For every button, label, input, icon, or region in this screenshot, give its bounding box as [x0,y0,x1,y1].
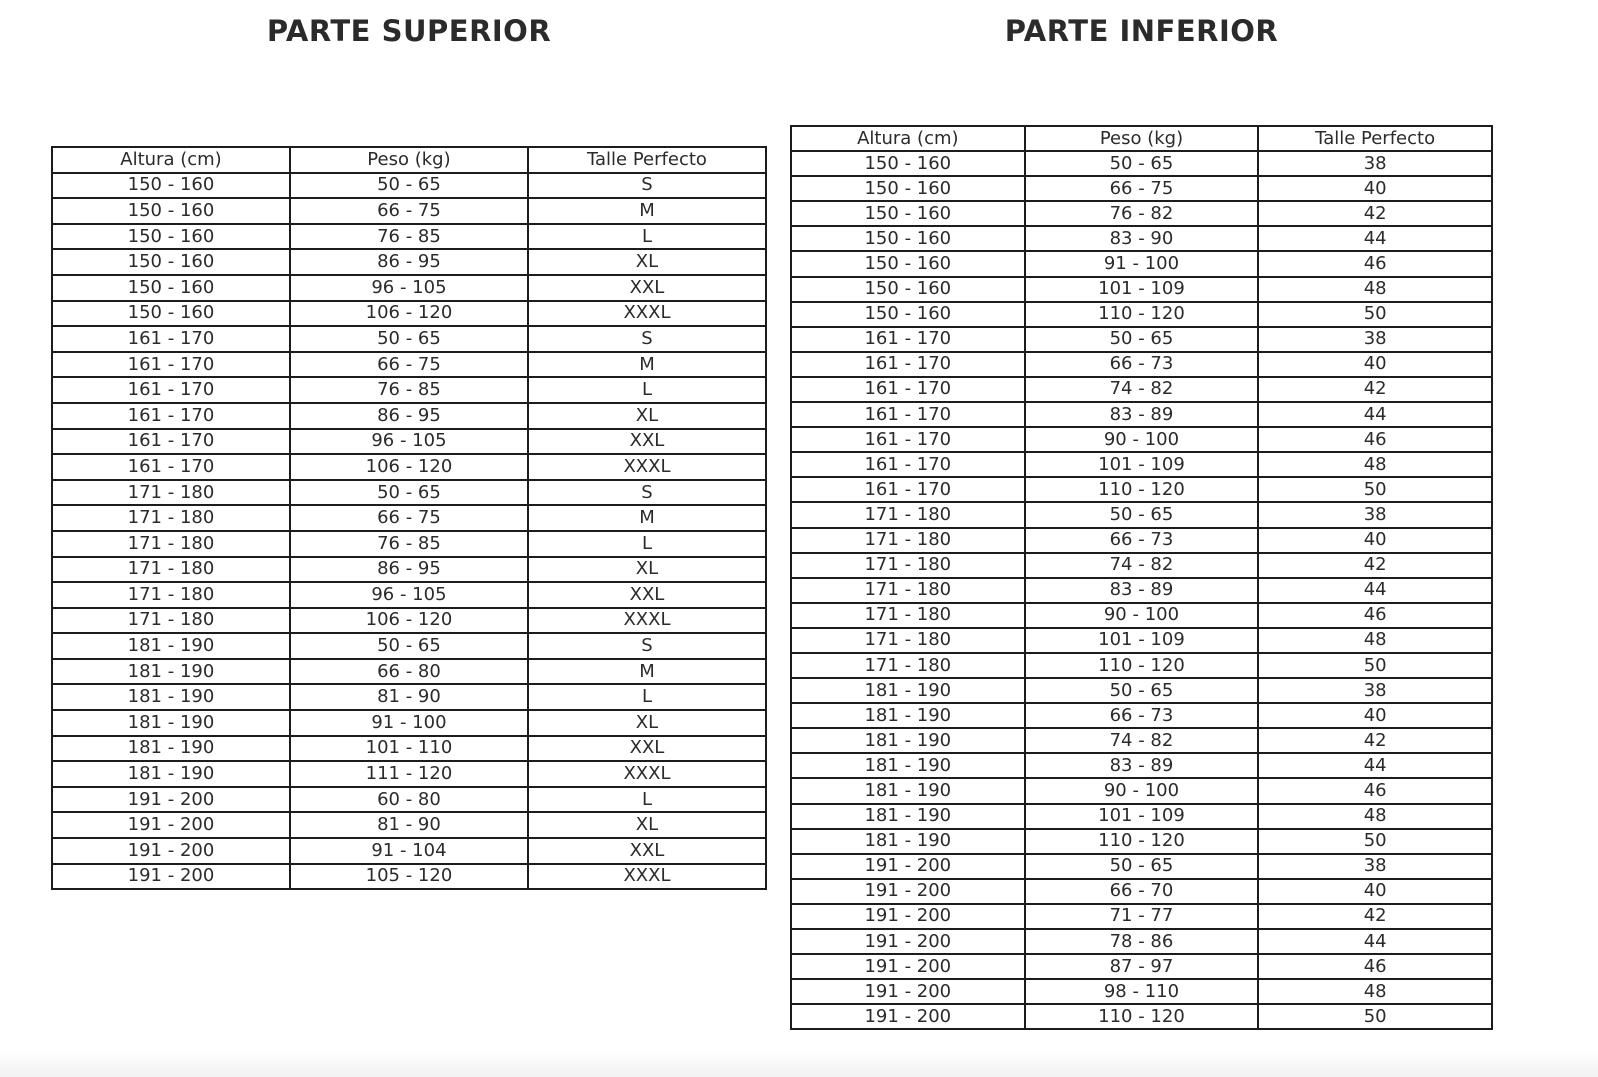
table-row [791,904,1492,929]
weight-cell: 101 - 109 [1025,452,1259,477]
weight-cell: 76 - 82 [1025,201,1259,226]
height-cell: 181 - 190 [791,804,1025,829]
weight-cell: 86 - 95 [290,249,528,275]
table-row [791,703,1492,728]
table-row [52,838,766,864]
size-cell: 48 [1258,804,1492,829]
height-cell: 161 - 170 [52,429,290,455]
height-cell: 191 - 200 [791,979,1025,1004]
lower-header-row [791,126,1492,151]
height-cell: 181 - 190 [52,659,290,685]
table-row [791,879,1492,904]
table-row [52,377,766,403]
weight-cell: 50 - 65 [290,633,528,659]
weight-cell: 111 - 120 [290,761,528,787]
table-row [52,787,766,813]
size-cell: 42 [1258,904,1492,929]
height-cell: 171 - 180 [52,480,290,506]
table-row [791,277,1492,302]
size-cell: XXXL [528,761,766,787]
weight-cell: 106 - 120 [290,454,528,480]
weight-cell: 66 - 73 [1025,352,1259,377]
weight-column-header: Peso (kg) [290,147,528,173]
table-row [791,502,1492,527]
upper-body-title: PARTE SUPERIOR [266,14,552,48]
table-row [791,377,1492,402]
height-cell: 161 - 170 [791,352,1025,377]
table-row [791,578,1492,603]
size-cell: XXL [528,582,766,608]
weight-cell: 66 - 75 [290,352,528,378]
size-cell: 46 [1258,954,1492,979]
height-cell: 181 - 190 [791,728,1025,753]
weight-cell: 101 - 110 [290,736,528,762]
weight-cell: 110 - 120 [1025,477,1259,502]
height-cell: 150 - 160 [791,251,1025,276]
size-cell: 48 [1258,979,1492,1004]
weight-cell: 66 - 75 [1025,176,1259,201]
size-cell: S [528,173,766,199]
size-cell: XXL [528,429,766,455]
weight-cell: 66 - 75 [290,505,528,531]
weight-cell: 91 - 100 [290,710,528,736]
weight-cell: 76 - 85 [290,377,528,403]
size-cell: S [528,480,766,506]
table-row [52,249,766,275]
table-row [52,659,766,685]
size-cell: 38 [1258,854,1492,879]
size-cell: 44 [1258,402,1492,427]
height-cell: 171 - 180 [791,502,1025,527]
size-cell: 40 [1258,703,1492,728]
table-row [52,812,766,838]
table-row [52,326,766,352]
size-cell: 38 [1258,502,1492,527]
weight-cell: 91 - 104 [290,838,528,864]
height-cell: 150 - 160 [791,226,1025,251]
table-row [791,477,1492,502]
weight-cell: 90 - 100 [1025,603,1259,628]
weight-cell: 78 - 86 [1025,929,1259,954]
height-cell: 150 - 160 [791,302,1025,327]
height-cell: 150 - 160 [52,249,290,275]
table-row [791,653,1492,678]
size-cell: 50 [1258,477,1492,502]
table-row [791,1004,1492,1029]
height-cell: 181 - 190 [791,829,1025,854]
weight-cell: 83 - 89 [1025,753,1259,778]
size-cell: L [528,684,766,710]
size-cell: L [528,787,766,813]
table-row [52,480,766,506]
size-cell: M [528,659,766,685]
height-cell: 150 - 160 [791,201,1025,226]
lower-table-body [791,151,1492,1029]
weight-cell: 101 - 109 [1025,277,1259,302]
table-row [791,954,1492,979]
size-cell: L [528,531,766,557]
weight-cell: 86 - 95 [290,403,528,429]
height-cell: 161 - 170 [791,377,1025,402]
height-cell: 191 - 200 [791,929,1025,954]
height-cell: 161 - 170 [791,452,1025,477]
size-cell: XL [528,710,766,736]
table-row [52,684,766,710]
height-cell: 181 - 190 [791,703,1025,728]
size-cell: 46 [1258,427,1492,452]
size-cell: 40 [1258,879,1492,904]
weight-cell: 105 - 120 [290,864,528,890]
weight-cell: 50 - 65 [1025,854,1259,879]
upper-table-body [52,173,766,890]
size-cell: 40 [1258,352,1492,377]
weight-cell: 76 - 85 [290,531,528,557]
height-cell: 161 - 170 [52,454,290,480]
weight-cell: 50 - 65 [1025,151,1259,176]
height-cell: 191 - 200 [791,1004,1025,1029]
weight-cell: 86 - 95 [290,557,528,583]
weight-cell: 96 - 105 [290,275,528,301]
height-cell: 171 - 180 [791,553,1025,578]
table-row [791,929,1492,954]
weight-cell: 90 - 100 [1025,778,1259,803]
height-cell: 181 - 190 [52,710,290,736]
weight-cell: 106 - 120 [290,608,528,634]
weight-cell: 96 - 105 [290,582,528,608]
weight-cell: 87 - 97 [1025,954,1259,979]
height-cell: 171 - 180 [791,578,1025,603]
weight-cell: 66 - 70 [1025,879,1259,904]
height-cell: 161 - 170 [52,326,290,352]
table-row [52,761,766,787]
weight-cell: 101 - 109 [1025,804,1259,829]
height-cell: 191 - 200 [791,854,1025,879]
size-cell: XXL [528,275,766,301]
table-row [791,402,1492,427]
size-cell: 44 [1258,929,1492,954]
table-row [52,275,766,301]
weight-cell: 91 - 100 [1025,251,1259,276]
weight-cell: 50 - 65 [290,480,528,506]
size-cell: 38 [1258,327,1492,352]
weight-cell: 50 - 65 [290,173,528,199]
table-row [791,226,1492,251]
table-row [52,429,766,455]
height-cell: 181 - 190 [52,633,290,659]
weight-cell: 50 - 65 [1025,327,1259,352]
size-cell: XXL [528,838,766,864]
weight-cell: 76 - 85 [290,224,528,250]
size-cell: 50 [1258,653,1492,678]
height-cell: 150 - 160 [791,176,1025,201]
table-row [52,736,766,762]
size-cell: S [528,633,766,659]
table-row [791,327,1492,352]
table-row [52,557,766,583]
height-cell: 191 - 200 [791,879,1025,904]
weight-cell: 66 - 80 [290,659,528,685]
height-cell: 150 - 160 [791,151,1025,176]
size-cell: 38 [1258,678,1492,703]
table-row [791,628,1492,653]
weight-cell: 90 - 100 [1025,427,1259,452]
size-cell: 40 [1258,528,1492,553]
table-row [791,452,1492,477]
table-row [791,251,1492,276]
weight-column-header: Peso (kg) [1025,126,1259,151]
table-row [52,633,766,659]
height-cell: 161 - 170 [52,352,290,378]
size-column-header: Talle Perfecto [1258,126,1492,151]
weight-cell: 96 - 105 [290,429,528,455]
table-row [52,224,766,250]
table-row [791,728,1492,753]
size-cell: XXXL [528,608,766,634]
table-row [791,804,1492,829]
table-row [52,505,766,531]
weight-cell: 110 - 120 [1025,1004,1259,1029]
weight-cell: 74 - 82 [1025,728,1259,753]
size-cell: 42 [1258,377,1492,402]
weight-cell: 101 - 109 [1025,628,1259,653]
table-row [52,608,766,634]
weight-cell: 83 - 90 [1025,226,1259,251]
weight-cell: 83 - 89 [1025,578,1259,603]
table-row [791,352,1492,377]
weight-cell: 74 - 82 [1025,377,1259,402]
table-row [791,302,1492,327]
height-cell: 181 - 190 [52,736,290,762]
table-row [52,352,766,378]
size-cell: L [528,224,766,250]
upper-size-table [51,146,767,890]
size-cell: 50 [1258,302,1492,327]
height-cell: 150 - 160 [52,173,290,199]
height-cell: 161 - 170 [791,477,1025,502]
size-cell: 46 [1258,603,1492,628]
size-column-header: Talle Perfecto [528,147,766,173]
weight-cell: 66 - 73 [1025,703,1259,728]
weight-cell: 81 - 90 [290,812,528,838]
size-cell: XL [528,812,766,838]
lower-size-table [790,125,1493,1030]
table-row [791,753,1492,778]
size-cell: M [528,352,766,378]
size-cell: 44 [1258,226,1492,251]
weight-cell: 50 - 65 [290,326,528,352]
weight-cell: 60 - 80 [290,787,528,813]
height-cell: 150 - 160 [52,301,290,327]
height-cell: 171 - 180 [52,582,290,608]
size-cell: 44 [1258,753,1492,778]
size-cell: 44 [1258,578,1492,603]
height-cell: 171 - 180 [791,603,1025,628]
size-cell: XXL [528,736,766,762]
weight-cell: 110 - 120 [1025,653,1259,678]
height-column-header: Altura (cm) [52,147,290,173]
weight-cell: 66 - 75 [290,198,528,224]
size-cell: 48 [1258,452,1492,477]
lower-body-title: PARTE INFERIOR [1004,14,1279,48]
size-cell: XXXL [528,864,766,890]
table-row [52,301,766,327]
height-cell: 150 - 160 [52,275,290,301]
height-cell: 191 - 200 [791,904,1025,929]
table-row [791,151,1492,176]
table-row [791,528,1492,553]
size-cell: S [528,326,766,352]
height-cell: 150 - 160 [52,198,290,224]
size-cell: M [528,198,766,224]
height-cell: 181 - 190 [52,684,290,710]
size-cell: 42 [1258,728,1492,753]
table-row [52,173,766,199]
height-cell: 161 - 170 [52,377,290,403]
height-cell: 181 - 190 [791,778,1025,803]
table-row [52,454,766,480]
height-cell: 191 - 200 [52,838,290,864]
table-row [791,829,1492,854]
size-cell: 46 [1258,778,1492,803]
weight-cell: 106 - 120 [290,301,528,327]
size-cell: L [528,377,766,403]
table-row [791,979,1492,1004]
size-cell: 40 [1258,176,1492,201]
weight-cell: 110 - 120 [1025,302,1259,327]
height-cell: 181 - 190 [791,678,1025,703]
table-row [791,854,1492,879]
weight-cell: 81 - 90 [290,684,528,710]
size-cell: 50 [1258,1004,1492,1029]
height-cell: 181 - 190 [791,753,1025,778]
height-cell: 171 - 180 [52,531,290,557]
height-cell: 171 - 180 [52,557,290,583]
table-row [791,176,1492,201]
size-cell: 46 [1258,251,1492,276]
table-row [791,678,1492,703]
size-cell: XXXL [528,301,766,327]
height-cell: 191 - 200 [52,812,290,838]
size-cell: XXXL [528,454,766,480]
weight-cell: 74 - 82 [1025,553,1259,578]
height-column-header: Altura (cm) [791,126,1025,151]
size-cell: 50 [1258,829,1492,854]
height-cell: 171 - 180 [791,628,1025,653]
height-cell: 161 - 170 [791,427,1025,452]
size-cell: 48 [1258,628,1492,653]
table-row [791,427,1492,452]
table-row [52,710,766,736]
size-cell: XL [528,249,766,275]
height-cell: 161 - 170 [52,403,290,429]
table-row [791,553,1492,578]
weight-cell: 71 - 77 [1025,904,1259,929]
height-cell: 161 - 170 [791,402,1025,427]
height-cell: 171 - 180 [791,653,1025,678]
weight-cell: 50 - 65 [1025,502,1259,527]
upper-header-row [52,147,766,173]
height-cell: 150 - 160 [791,277,1025,302]
height-cell: 191 - 200 [791,954,1025,979]
table-row [791,603,1492,628]
size-cell: 42 [1258,201,1492,226]
height-cell: 181 - 190 [52,761,290,787]
height-cell: 171 - 180 [791,528,1025,553]
size-cell: 38 [1258,151,1492,176]
weight-cell: 83 - 89 [1025,402,1259,427]
weight-cell: 98 - 110 [1025,979,1259,1004]
height-cell: 191 - 200 [52,864,290,890]
height-cell: 150 - 160 [52,224,290,250]
size-cell: 48 [1258,277,1492,302]
table-row [52,864,766,890]
table-row [52,403,766,429]
table-row [52,198,766,224]
size-cell: 42 [1258,553,1492,578]
height-cell: 171 - 180 [52,505,290,531]
size-cell: M [528,505,766,531]
table-row [791,778,1492,803]
height-cell: 191 - 200 [52,787,290,813]
size-cell: XL [528,403,766,429]
weight-cell: 50 - 65 [1025,678,1259,703]
weight-cell: 110 - 120 [1025,829,1259,854]
table-row [791,201,1492,226]
table-row [52,531,766,557]
size-cell: XL [528,557,766,583]
weight-cell: 66 - 73 [1025,528,1259,553]
height-cell: 171 - 180 [52,608,290,634]
height-cell: 161 - 170 [791,327,1025,352]
table-row [52,582,766,608]
